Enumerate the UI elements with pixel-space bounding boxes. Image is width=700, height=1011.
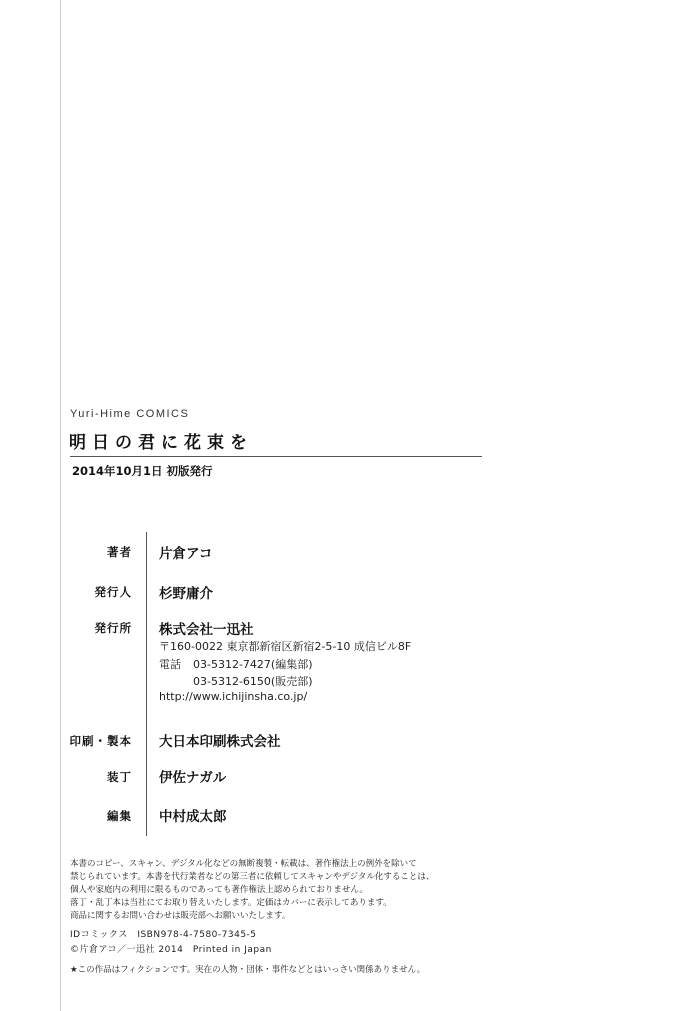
editing-name: 中村成太郎 bbox=[159, 809, 227, 825]
author-name: 片倉アコ bbox=[159, 546, 213, 562]
series-name: Yuri-Hime COMICS bbox=[70, 408, 190, 420]
credits-divider bbox=[146, 532, 147, 836]
printing-label: 印刷・製本 bbox=[69, 734, 132, 748]
publisher-address: 〒160-0022 東京都新宿区新宿2-5-10 成信ビル8F bbox=[159, 640, 412, 653]
note-line: 禁じられています。本書を代行業者などの第三者に依頼してスキャンやデジタル化することは、 bbox=[70, 872, 435, 882]
publisher-url[interactable]: http://www.ichijinsha.co.jp/ bbox=[159, 690, 308, 703]
isbn-line: IDコミックス ISBN978-4-7580-7345-5 bbox=[70, 930, 257, 940]
fiction-disclaimer: ★この作品はフィクションです。実在の人物・団体・事件などとはいっさい関係ありません。 bbox=[70, 965, 426, 975]
design-name: 伊佐ナガル bbox=[159, 770, 227, 786]
publisher-label: 発行所 bbox=[94, 621, 132, 635]
publisher-person-name: 杉野庸介 bbox=[159, 586, 213, 602]
publisher-name: 株式会社一迅社 bbox=[159, 622, 254, 638]
printing-company: 大日本印刷株式会社 bbox=[159, 734, 281, 750]
design-label: 装丁 bbox=[107, 770, 132, 784]
note-line: 個人や家庭内の利用に限るものであっても著作権法上認められておりません。 bbox=[70, 885, 368, 895]
page-edge-line bbox=[60, 0, 61, 1011]
phone-sales: 03-5312-6150(販売部) bbox=[193, 675, 313, 688]
phone-editorial: 03-5312-7427(編集部) bbox=[193, 658, 313, 671]
title-divider bbox=[70, 456, 482, 457]
copyright-line: ©片倉アコ／一迅社 2014 Printed in Japan bbox=[70, 945, 272, 955]
publication-date: 2014年10月1日 初版発行 bbox=[72, 464, 213, 478]
note-line: 商品に関するお問い合わせは販売部へお願いいたします。 bbox=[70, 911, 291, 921]
note-line: 落丁・乱丁本は当社にてお取り替えいたします。定価はカバーに表示してあります。 bbox=[70, 898, 392, 908]
phone-prefix: 電話 bbox=[159, 658, 181, 671]
editing-label: 編集 bbox=[107, 809, 132, 823]
publisher-person-label: 発行人 bbox=[94, 585, 132, 599]
author-label: 著者 bbox=[107, 545, 132, 559]
note-line: 本書のコピー、スキャン、デジタル化などの無断複製・転載は、著作権法上の例外を除いて bbox=[70, 859, 417, 869]
book-title: 明日の君に花束を bbox=[69, 433, 253, 453]
